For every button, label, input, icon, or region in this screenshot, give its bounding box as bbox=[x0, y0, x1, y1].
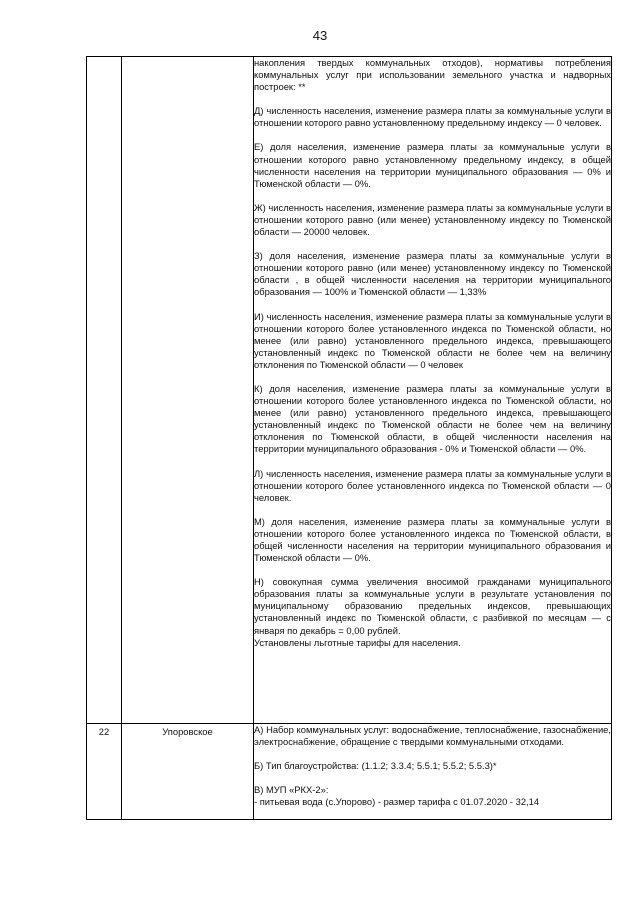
paragraph-k: К) доля населения, изменение размера платы за коммунальные услуги в отношении которого более установленного индекса по Тюменской области, но менее (или равно) установленного предельного индекса, превышающего установленный индекс по Тюменской области не более чем на величину отклонения по Тюменской области, в общей численности населения на территории муниципального образования - 0% и Тюменской области — 0%. bbox=[254, 382, 611, 455]
paragraph-b: Б) Тип благоустройства: (1.1.2; 3.3.4; 5.5.1; 5.5.2; 5.5.3)* bbox=[254, 760, 497, 772]
municipalities-table bbox=[86, 56, 612, 820]
paragraph-z: З) доля населения, изменение размера платы за коммунальные услуги в отношении которого равно (или менее) установленному индексу по Тюменской области , в общей численности населения на территории муниципального образования — 100% и Тюменской области — 1,33% bbox=[254, 250, 611, 298]
table-row bbox=[87, 57, 612, 724]
tariff-details-cell bbox=[254, 724, 612, 820]
row-number-cell: 22 bbox=[87, 724, 122, 820]
paragraph-n: Н) совокупная сумма увеличения вносимой гражданами муниципального образования платы за коммунальные услуги в результате установления по муниципальному образованию предельных индексов, превышающих установленный индекс по Тюменской области, с разбивкой по месяцам — с января по декабрь = 0,00 рублей. bbox=[254, 576, 611, 636]
paragraph-water-tariff: - питьевая вода (с.Упорово) - размер тарифа с 01.07.2020 - 32,14 bbox=[254, 796, 540, 808]
paragraph-e: Е) доля населения, изменение размера платы за коммунальные услуги в отношении которого равно установленному предельному индексу, в общей численности населения на территории муниципального образования — 0% и Тюменской области — 0%. bbox=[254, 141, 611, 189]
table-row bbox=[87, 724, 612, 820]
paragraph-a: А) Набор коммунальных услуг: водоснабжение, теплоснабжение, газоснабжение, электроснабжение, обращение с твердыми коммунальными отходами. bbox=[254, 724, 611, 748]
paragraph-v: В) МУП «РКХ-2»: bbox=[254, 784, 329, 796]
row-number-cell bbox=[87, 57, 122, 724]
paragraph-intro: накопления твердых коммунальных отходов), нормативы потребления коммунальных услуг при использовании земельного участка и надворных построек: ** bbox=[254, 57, 611, 93]
paragraph-zh: Ж) численность населения, изменение размера платы за коммунальные услуги в отношении которого равно (или менее) установленному индексу по Тюменской области — 20000 человек. bbox=[254, 201, 611, 238]
municipality-name-cell: Упоровское bbox=[122, 724, 254, 820]
paragraph-m: М) доля населения, изменение размера платы за коммунальные услуги в отношении которого более установленного индекса по Тюменской области, в общей численности населения на территории муниципального образования и Тюменской области — 0%. bbox=[254, 515, 611, 564]
paragraph-i: И) численность населения, изменение размера платы за коммунальные услуги в отношении которого более установленного индекса по Тюменской области, но менее (или равно) установленного предельного индекса, превышающего установленный индекс по Тюменской области не более чем на величину отклонения по Тюменской области — 0 человек bbox=[254, 310, 611, 370]
paragraph-d: Д) численность населения, изменение размера платы за коммунальные услуги в отношении которого равно установленному предельному индексу — 0 человек. bbox=[254, 105, 611, 129]
tariff-details-cell bbox=[254, 57, 612, 724]
paragraph-l: Л) численность населения, изменение размера платы за коммунальные услуги в отношении которого более установленного индекса по Тюменской области — 0 человек. bbox=[254, 467, 611, 503]
paragraph-benefit-tariffs: Установлены льготные тарифы для населения. bbox=[254, 636, 461, 648]
municipality-name-cell bbox=[122, 57, 254, 724]
page-number: 43 bbox=[312, 28, 328, 43]
